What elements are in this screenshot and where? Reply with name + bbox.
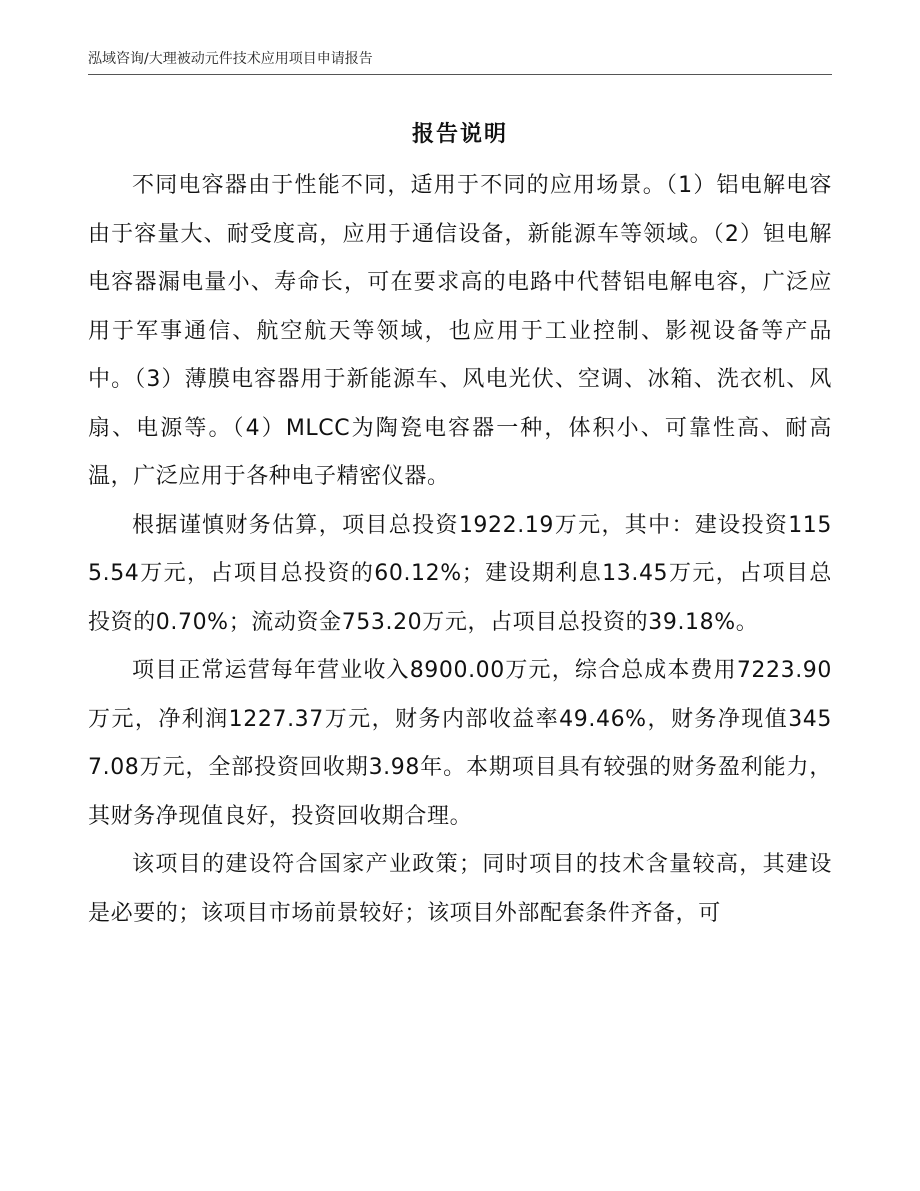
section-title: 报告说明 <box>411 122 508 147</box>
paragraph-project-feasibility: 该项目的建设符合国家产业政策；同时项目的技术含量较高，其建设是必要的；该项目市场前景较好；该项目外部配套条件齐备，可 <box>88 852 832 926</box>
header-divider <box>88 74 832 75</box>
paragraph-capacitor-applications: 不同电容器由于性能不同，适用于不同的应用场景。（1）铝电解电容由于容量大、耐受度高，应用于通信设备，新能源车等领域。（2）钽电解电容器漏电量小、寿命长，可在要求高的电路中代替铝电解电容，广泛应用于军事通信、航空航天等领域，也应用于工业控制、影视设备等产品中。（3）薄膜电容器用于新能源车、风电光伏、空调、冰箱、洗衣机、风扇、电源等。（4）MLCC为陶瓷电容器一种，体积小、可靠性高、耐高温，广泛应用于各种电子精密仪器。 <box>88 173 832 489</box>
paragraph-operating-financials: 项目正常运营每年营业收入8900.00万元，综合总成本费用7223.90万元，净利润1227.37万元，财务内部收益率49.46%，财务净现值3457.08万元，全部投资回收期3.98年。本期项目具有较强的财务盈利能力，其财务净现值良好，投资回收期合理。 <box>88 658 832 829</box>
running-header: 泓域咨询/大理被动元件技术应用项目申请报告 <box>88 51 373 67</box>
paragraph-investment-estimate: 根据谨慎财务估算，项目总投资1922.19万元，其中：建设投资1155.54万元，占项目总投资的60.12%；建设期利息13.45万元，占项目总投资的0.70%；流动资金753.20万元，占项目总投资的39.18%。 <box>88 512 832 635</box>
document-body <box>88 162 832 938</box>
